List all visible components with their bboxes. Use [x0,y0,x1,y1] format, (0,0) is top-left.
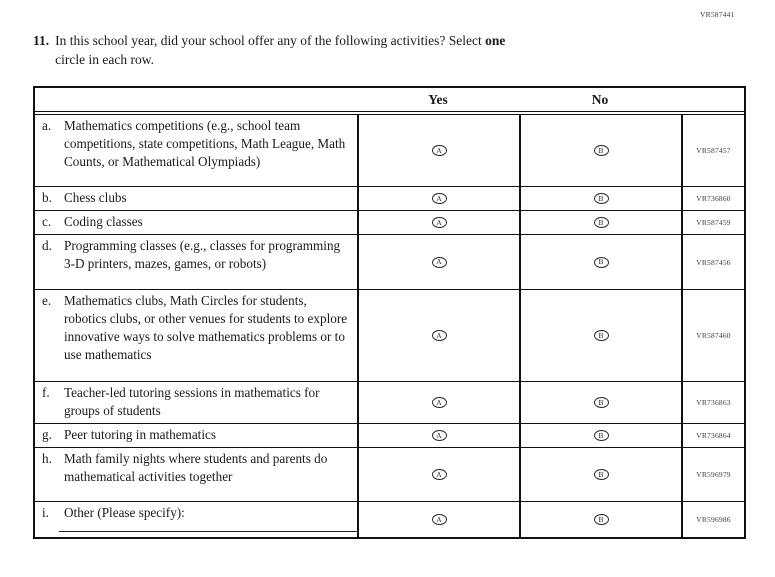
activity-letter: i. [42,505,49,520]
activity-cell [35,448,357,501]
no-option-bubble[interactable]: B [594,514,609,525]
table-row [35,289,744,381]
row-code: VR736860 [681,187,744,210]
table-row [35,186,744,210]
no-cell [519,448,681,501]
no-cell [519,187,681,210]
table-row [35,234,744,289]
header-code-blank [681,88,744,111]
yes-option-bubble[interactable]: A [432,145,447,156]
header-no: No [591,91,609,107]
row-code: VR587460 [681,290,744,381]
no-option-bubble[interactable]: B [594,469,609,480]
question-number: 11. [33,33,50,48]
header-yes: Yes [428,91,448,107]
yes-cell [357,211,519,234]
question-text-main: In this school year, did your school offer any of the following activities? Select [55,33,482,48]
row-code: VR736863 [681,382,744,423]
yes-cell [357,382,519,423]
no-option-bubble[interactable]: B [594,397,609,408]
activity-letter: e. [42,293,52,308]
activity-cell [35,211,357,234]
activity-letter: g. [42,427,52,442]
row-code: VR587456 [681,235,744,289]
activity-text: Mathematics competitions (e.g., school team competitions, state competitions, Math League, Math Counts, or Mathematical Olympiads) [64,118,346,169]
table-row [35,381,744,423]
activity-letter: f. [42,385,50,400]
table-row [35,423,744,447]
row-code: VR587457 [681,115,744,186]
table-row [35,447,744,501]
no-cell [519,235,681,289]
activity-cell [35,235,357,289]
activity-letter: a. [42,118,52,133]
header-activity-blank [35,88,357,111]
activity-text: Peer tutoring in mathematics [64,427,216,442]
no-option-bubble[interactable]: B [594,430,609,441]
table-header-row [35,88,744,115]
yes-option-bubble[interactable]: A [432,514,447,525]
yes-cell [357,502,519,537]
activity-cell [35,290,357,381]
question-text-bold: one [485,33,506,48]
no-option-bubble[interactable]: B [594,193,609,204]
yes-cell [357,290,519,381]
activity-cell [35,502,357,537]
question-11 [33,31,673,69]
activity-text: Mathematics clubs, Math Circles for students, robotics clubs, or other venues for students to explore innovative ways to solve mathematics problems or to use mathematics [64,293,348,362]
activity-letter: h. [42,451,52,466]
row-code: VR587459 [681,211,744,234]
no-cell [519,115,681,186]
activity-text: Math family nights where students and parents do mathematical activities together [64,451,328,484]
no-option-bubble[interactable]: B [594,145,609,156]
activity-letter: c. [42,214,52,229]
no-option-bubble[interactable]: B [594,217,609,228]
no-cell [519,211,681,234]
question-text [55,31,655,69]
yes-cell [357,235,519,289]
yes-option-bubble[interactable]: A [432,257,447,268]
activity-text: Chess clubs [64,190,127,205]
activity-cell [35,187,357,210]
activity-cell [35,424,357,447]
question-text-line2: circle in each row. [55,52,154,67]
activity-letter: d. [42,238,52,253]
table-row [35,210,744,234]
write-in-line[interactable] [59,531,358,532]
no-cell [519,382,681,423]
activity-letter: b. [42,190,52,205]
no-cell [519,424,681,447]
yes-cell [357,187,519,210]
yes-cell [357,115,519,186]
yes-option-bubble[interactable]: A [432,469,447,480]
yes-cell [357,448,519,501]
row-code: VR736864 [681,424,744,447]
no-option-bubble[interactable]: B [594,330,609,341]
row-code: VR596979 [681,448,744,501]
activity-text: Programming classes (e.g., classes for programming 3-D printers, mazes, games, or robots) [64,238,341,271]
no-option-bubble[interactable]: B [594,257,609,268]
yes-option-bubble[interactable]: A [432,193,447,204]
no-cell [519,502,681,537]
activity-cell [35,115,357,186]
yes-option-bubble[interactable]: A [432,330,447,341]
yes-option-bubble[interactable]: A [432,217,447,228]
yes-cell [357,424,519,447]
activity-text: Teacher-led tutoring sessions in mathematics for groups of students [64,385,320,418]
activity-text: Coding classes [64,214,143,229]
activities-table [33,86,746,539]
no-cell [519,290,681,381]
page-corner-code: VR587441 [700,10,735,19]
table-row [35,115,744,186]
table-row [35,501,744,537]
table-rows [35,115,744,537]
yes-option-bubble[interactable]: A [432,430,447,441]
activity-text: Other (Please specify): [64,505,185,520]
activity-cell [35,382,357,423]
yes-option-bubble[interactable]: A [432,397,447,408]
row-code: VR596986 [681,502,744,537]
